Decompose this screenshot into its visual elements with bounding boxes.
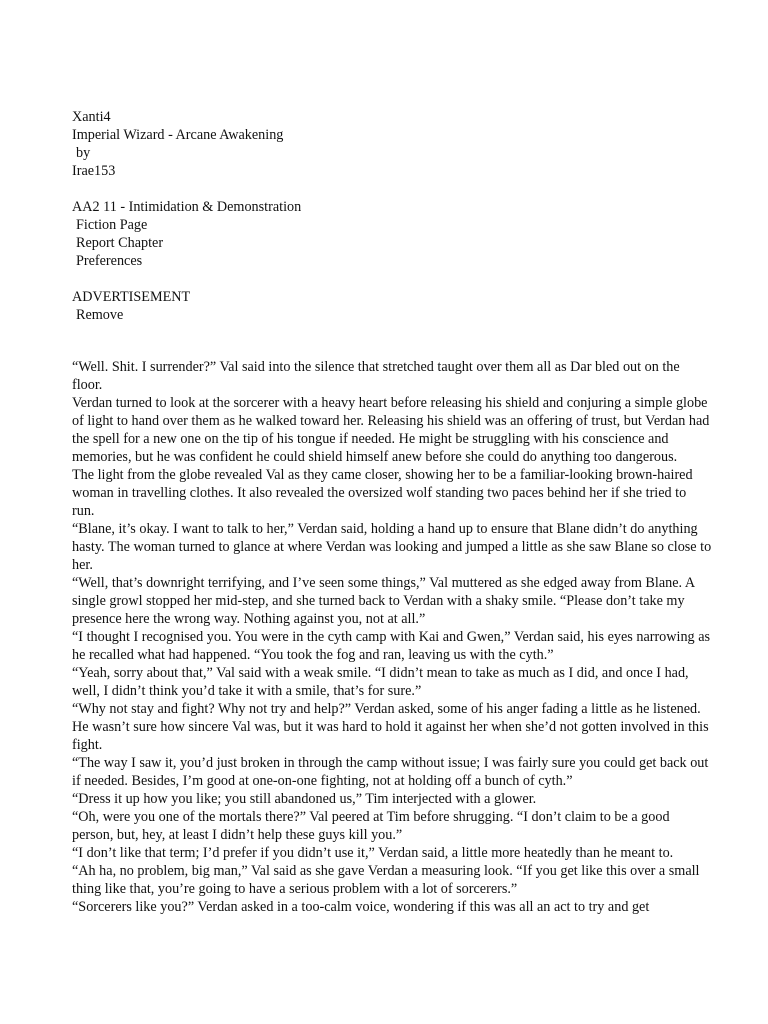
story-paragraph: “Ah ha, no problem, big man,” Val said as she gave Verdan a measuring look. “If you get like this over a small thing like that, you’re going to have a serious problem with a lot of sorcerers.” <box>72 863 700 897</box>
page-content <box>72 108 712 916</box>
report-chapter-link[interactable]: Report Chapter <box>76 235 164 251</box>
book-title: Imperial Wizard - Arcane Awakening <box>72 127 284 143</box>
story-paragraph: Verdan turned to look at the sorcerer with a heavy heart before releasing his shield and conjuring a simple globe of light to hand over them as he walked toward her. Releasing his shield was an offering of trust, but Verdan had the spell for a new one on the tip of his tongue if needed. He might be struggling with his conscience and memories, but he was confident he could shield himself anew before she could do anything too dangerous. <box>72 395 710 465</box>
story-paragraph: “Well, that’s downright terrifying, and I’ve seen some things,” Val muttered as she edged away from Blane. A single growl stopped her mid-step, and she turned back to Verdan with a shaky smile. “Please don’t take my presence here the wrong way. Nothing against you, not at all.” <box>72 575 695 627</box>
author-name: Irae153 <box>72 163 116 179</box>
story-paragraph: “Well. Shit. I surrender?” Val said into the silence that stretched taught over them all as Dar bled out on the floor. <box>72 359 680 393</box>
story-paragraph: “Oh, were you one of the mortals there?” Val peered at Tim before shrugging. “I don’t claim to be a good person, but, hey, at least I didn’t help these guys kill you.” <box>72 809 670 843</box>
story-paragraph: The light from the globe revealed Val as they came closer, showing her to be a familiar-looking brown-haired woman in travelling clothes. It also revealed the oversized wolf standing two paces behind her if she tried to run. <box>72 467 693 519</box>
story-paragraph: “Dress it up how you like; you still abandoned us,” Tim interjected with a glower. <box>72 791 537 807</box>
preferences-link[interactable]: Preferences <box>76 253 143 269</box>
story-paragraph: “Blane, it’s okay. I want to talk to her,” Verdan said, holding a hand up to ensure that Blane didn’t do anything hasty. The woman turned to glance at where Verdan was looking and jumped a little as she saw Blane so close to her. <box>72 521 712 573</box>
story-paragraph: “I don’t like that term; I’d prefer if you didn’t use it,” Verdan said, a little more heatedly than he meant to. <box>72 845 674 861</box>
by-label: by <box>76 145 91 161</box>
remove-ad-link[interactable]: Remove <box>76 307 124 323</box>
story-paragraph: “Sorcerers like you?” Verdan asked in a too-calm voice, wondering if this was all an act to try and get <box>72 899 650 915</box>
story-paragraph: “I thought I recognised you. You were in the cyth camp with Kai and Gwen,” Verdan said, his eyes narrowing as he recalled what had happened. “You took the fog and ran, leaving us with the cyth.” <box>72 629 711 663</box>
site-name: Xanti4 <box>72 109 111 125</box>
chapter-text <box>72 358 712 916</box>
advertisement-label: ADVERTISEMENT <box>72 289 191 305</box>
story-paragraph: “Why not stay and fight? Why not try and help?” Verdan asked, some of his anger fading a little as he listened. He wasn’t sure how sincere Val was, but it was hard to hold it against her when she’d not gotten involved in this fight. <box>72 701 709 753</box>
story-paragraph: “Yeah, sorry about that,” Val said with a weak smile. “I didn’t mean to take as much as I did, and once I had, well, I didn’t think you’d take it with a smile, that’s for sure.” <box>72 665 689 699</box>
chapter-title: AA2 11 - Intimidation & Demonstration <box>72 199 302 215</box>
fiction-page-link[interactable]: Fiction Page <box>76 217 148 233</box>
story-paragraph: “The way I saw it, you’d just broken in through the camp without issue; I was fairly sure you could get back out if needed. Besides, I’m good at one-on-one fighting, not at holding off a bunch of cyth.” <box>72 755 709 789</box>
